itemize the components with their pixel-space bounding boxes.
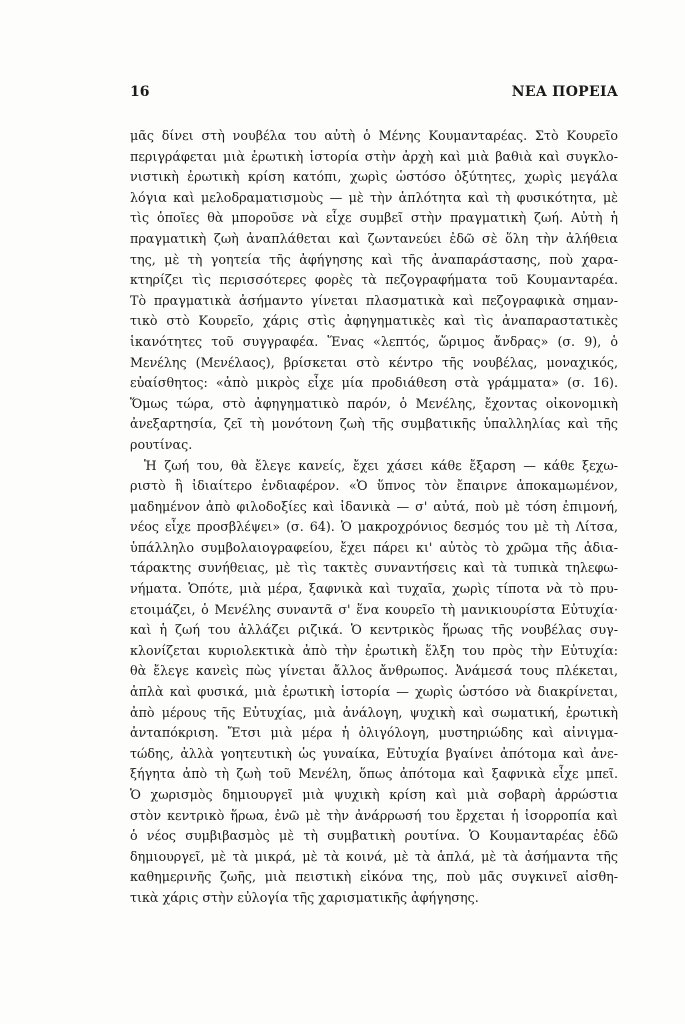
text-line: νήματα. Ὁπότε, μιὰ μέρα, ξαφνικὰ καὶ τυχαῖα, χωρὶς τίποτα νὰ τὸ πρυ- bbox=[130, 581, 618, 597]
text-line: κλονίζεται κυριολεκτικὰ ἀπὸ τὴν ἐρωτικὴ ἕλξη του πρὸς τὴν Εὐτυχία: bbox=[130, 642, 618, 658]
text-line: Ἡ ζωή του, θὰ ἔλεγε κανείς, ἔχει χάσει κάθε ἔξαρση — κάθε ξεχω- bbox=[144, 457, 618, 473]
text-line: ὑπάλληλο συμβολαιογραφείου, ἔχει πάρει κι' αὐτὸς τὸ χρῶμα τῆς ἀδια- bbox=[130, 539, 618, 555]
text-line: δημιουργεῖ, μὲ τὰ μικρά, μὲ τὰ κοινά, μὲ τὰ ἁπλά, μὲ τὰ ἀσήμαντα τῆς bbox=[130, 848, 618, 864]
text-line: τικὰ χάρις στὴν εὐλογία τῆς χαρισματικῆς ἀφήγησης. bbox=[130, 889, 479, 905]
text-line: μαδημένον ἀπὸ φιλοδοξίες καὶ ἰδανικὰ — σ' αὐτά, ποὺ μὲ τόση ἐπιμονή, bbox=[130, 498, 618, 514]
text-line: λόγια καὶ μελοδραματισμοὺς — μὲ τὴν ἁπλότητα καὶ τὴ φυσικότητα, μὲ bbox=[130, 189, 618, 205]
text-line: τικὸ στὸ Κουρεῖο, χάρις στὶς ἀφηγηματικὲς καὶ τὶς ἀναπαραστατικὲς bbox=[130, 313, 618, 329]
text-line: ἀνταπόκριση. Ἔτσι μιὰ μέρα ἡ ὀλιγόλογη, μυστηριώδης καὶ αἰνιγμα- bbox=[130, 725, 618, 741]
text-line: Μενέλης (Μενέλαος), βρίσκεται στὸ κέντρο τῆς νουβέλας, μοναχικός, bbox=[130, 354, 618, 370]
page-number: 16 bbox=[130, 84, 150, 100]
text-line: μᾶς δίνει στὴ νουβέλα του αὐτὴ ὁ Μένης Κουμανταρέας. Στὸ Κουρεῖο bbox=[130, 128, 618, 143]
text-line: στὸν κεντρικὸ ἥρωα, ἐνῶ μὲ τὴν ἀνάρρωσή του ἔρχεται ἡ ἰσορροπία καὶ bbox=[130, 807, 618, 823]
body-text bbox=[130, 126, 618, 909]
text-line: ἀπὸ μέρους τῆς Εὐτυχίας, μιὰ ἀνάλογη, ψυχικὴ καὶ σωματική, ἐρωτικὴ bbox=[130, 704, 618, 720]
text-line: τάρακτης συνήθειας, μὲ τὶς τακτὲς συναντήσεις καὶ τὰ τυπικὰ τηλεφω- bbox=[130, 560, 618, 576]
text-line: περιγράφεται μιὰ ἐρωτικὴ ἱστορία στὴν ἀρχὴ καὶ μιὰ βαθιὰ καὶ συγκλο- bbox=[130, 148, 618, 164]
text-line: Ὅμως τώρα, στὸ ἀφηγηματικὸ παρόν, ὁ Μενέλης, ἔχοντας οἰκονομικὴ bbox=[130, 395, 618, 411]
text-line: ἀνεξαρτησία, ζεῖ τὴ μονότονη ζωὴ τῆς συμβατικῆς ὑπαλληλίας καὶ τῆς bbox=[130, 416, 618, 432]
text-line: τὶς ὁποῖες θὰ μποροῦσε νὰ εἶχε συμβεῖ στὴν πραγματικὴ ζωή. Αὐτὴ ἡ bbox=[130, 210, 618, 226]
text-line: καὶ ἡ ζωή του ἀλλάζει ριζικά. Ὁ κεντρικὸς ἥρωας τῆς νουβέλας συγ- bbox=[130, 622, 618, 638]
text-line: κτηρίζει τὶς περισσότερες φορὲς τὰ πεζογραφήματα τοῦ Κουμανταρέα. bbox=[130, 272, 618, 288]
text-line: ἁπλὰ καὶ φυσικά, μιὰ ἐρωτικὴ ἱστορία — χωρὶς ὡστόσο νὰ διακρίνεται, bbox=[130, 684, 618, 700]
page-header bbox=[130, 84, 618, 106]
text-line: εὐαίσθητος: «ἀπὸ μικρὸς εἶχε μία προδιάθεση στὰ γράμματα» (σ. 16). bbox=[130, 375, 618, 391]
text-line: της, μὲ τὴ γοητεία τῆς ἀφήγησης καὶ τῆς ἀναπαράστασης, ποὺ χαρα- bbox=[130, 251, 618, 267]
text-line: ριστὸ ἢ ἰδιαίτερο ἐνδιαφέρον. «Ὁ ὕπνος τὸν ἔπαιρνε ἀποκαμωμένον, bbox=[130, 478, 618, 494]
text-line: ρουτίνας. bbox=[130, 436, 193, 452]
text-line: ξήγητα ἀπὸ τὴ ζωὴ τοῦ Μενέλη, ὅπως ἀπότομα καὶ ξαφνικὰ εἶχε μπεῖ. bbox=[130, 766, 618, 782]
text-line: πραγματικὴ ζωὴ ἀναπλάθεται καὶ ζωντανεύει ἐδῶ σὲ ὅλη τὴν ἀλήθεια bbox=[130, 230, 618, 246]
text-line: νέος εἶχε προσβλέψει» (σ. 64). Ὁ μακροχρόνιος δεσμός του μὲ τὴ Λίτσα, bbox=[130, 519, 618, 535]
running-title: ΝΕΑ ΠΟΡΕΙΑ bbox=[511, 84, 618, 100]
text-line: Τὸ πραγματικὰ ἀσήμαντο γίνεται πλασματικὰ καὶ πεζογραφικὰ σημαν- bbox=[130, 292, 618, 308]
text-line: τώδης, ἀλλὰ γοητευτικὴ ὡς γυναίκα, Εὐτυχία βγαίνει ἀπότομα καὶ ἀνε- bbox=[130, 745, 618, 761]
text-line: ὁ νέος συμβιβασμὸς μὲ τὴ συμβατικὴ ρουτίνα. Ὁ Κουμανταρέας ἐδῶ bbox=[130, 828, 618, 844]
text-line: καθημερινῆς ζωῆς, μιὰ πειστικὴ εἰκόνα της, ποὺ μᾶς συγκινεῖ αἰσθη- bbox=[130, 869, 618, 885]
text-line: ετοιμάζει, ὁ Μενέλης συναντᾶ σ' ἕνα κουρεῖο τὴ μανικιουρίστα Εὐτυχία· bbox=[130, 601, 618, 617]
text-line: θὰ ἔλεγε κανεὶς πὼς γίνεται ἄλλος ἄνθρωπος. Ἀνάμεσά τους πλέκεται, bbox=[130, 663, 618, 679]
text-line: νιστικὴ ἐρωτικὴ κρίση κατόπι, χωρὶς ὡστόσο ὀξύτητες, χωρὶς μεγάλα bbox=[130, 169, 618, 185]
text-line: ἱκανότητες τοῦ συγγραφέα. Ἕνας «λεπτός, ὥριμος ἄνδρας» (σ. 9), ὁ bbox=[130, 333, 618, 349]
text-line: Ὁ χωρισμὸς δημιουργεῖ μιὰ ψυχικὴ κρίση καὶ μιὰ σοβαρὴ ἀρρώστια bbox=[130, 787, 618, 802]
